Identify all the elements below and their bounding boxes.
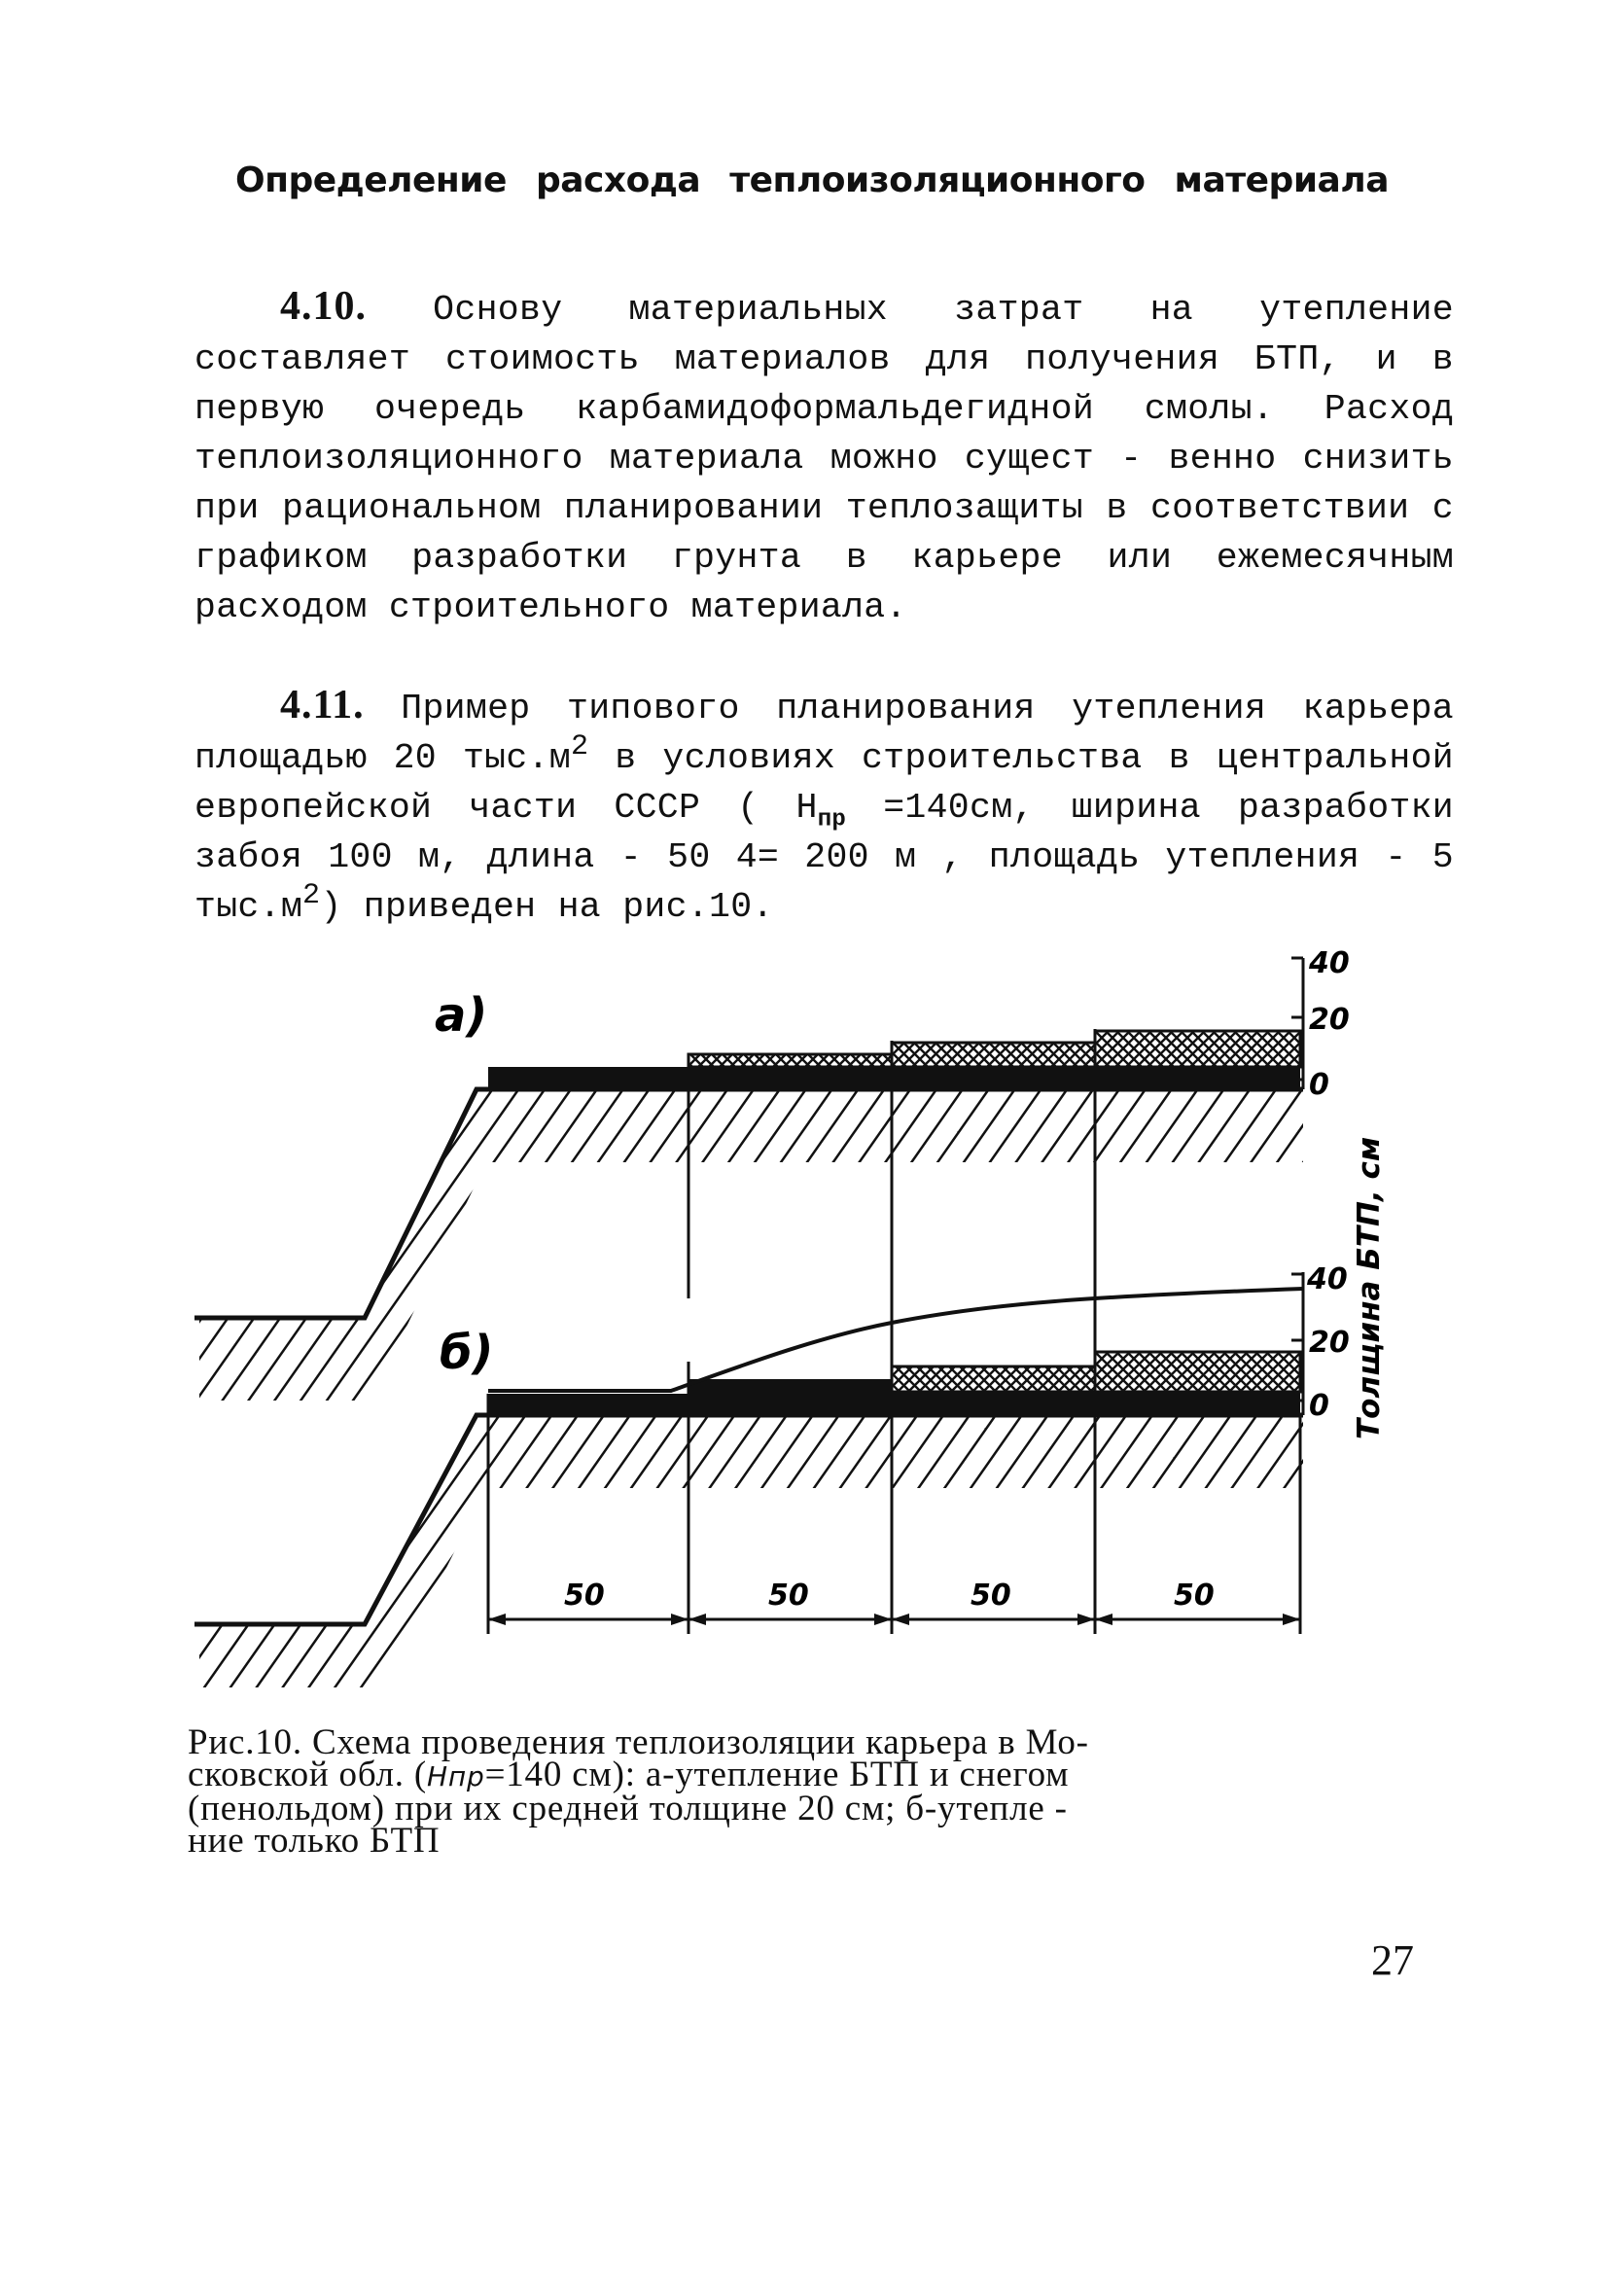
btp-dense-b3	[892, 1366, 1095, 1392]
ground-hatch-b	[199, 1415, 1303, 1687]
snow-layer-a4	[1095, 1031, 1300, 1067]
btp-layer-a1	[488, 1067, 688, 1089]
btp-dense-b4	[1095, 1352, 1300, 1392]
insulation-layers-b	[488, 1352, 1300, 1415]
axis-title: Толщина БТП, см	[1352, 1136, 1387, 1439]
panel-b-label: б)	[440, 1326, 494, 1380]
caption-line-1: Рис.10. Схема проведения теплоизоляции карьера в Мо-	[188, 1722, 1089, 1762]
snow-layer-a2	[688, 1054, 892, 1067]
btp-layer-b1	[488, 1394, 688, 1415]
segment-length-3: 50	[971, 1579, 1011, 1613]
axis-a-tick-20: 20	[1309, 1003, 1350, 1037]
caption-h-symbol: Нпр	[427, 1760, 485, 1792]
insulation-layers-a	[488, 1031, 1300, 1089]
axis-a-tick-40: 40	[1309, 946, 1350, 980]
paragraph-text: Основу материальных затрат на утепление составляет стоимость материалов для получения БТП, и в первую очередь карбамидоформальдегидной смолы. Расход теплоизоляционного материала можно сущест - венно снизить при рациональном планировании теплозащиты в соответствии с графиком разработки грунта в карьере или ежемесячным расходом строительного материала.	[194, 290, 1454, 627]
snow-layer-a3	[892, 1043, 1095, 1067]
paragraph-number: 4.10.	[280, 284, 367, 329]
page-number: 27	[1371, 1936, 1414, 1984]
btp-layer-a4	[1095, 1066, 1300, 1089]
page-heading: Определение расхода теплоизоляционного материала	[235, 160, 1389, 200]
superscript: 2	[302, 879, 321, 912]
panel-a-label: а)	[435, 988, 488, 1043]
caption-line-3: (пенольдом) при их средней толщине 20 см; б-утепле -	[188, 1789, 1068, 1828]
paragraph-text-d: ) приведен на рис.10.	[320, 887, 774, 927]
superscript: 2	[570, 730, 589, 763]
btp-layer-a3	[892, 1066, 1095, 1089]
segment-length-1: 50	[564, 1579, 605, 1613]
btp-layer-b4	[1095, 1391, 1300, 1415]
axis-b-tick-40: 40	[1307, 1262, 1348, 1296]
figure-caption	[188, 1722, 1452, 1861]
caption-line-2: сковской обл. (Нпр=140 см): а-утепление БТП и снегом	[188, 1755, 1070, 1794]
paragraph-text-b: в условиях строительства в центральной европейской части СССР ( Н	[194, 738, 1454, 828]
subscript: пр	[817, 806, 847, 834]
paragraph-text-a: Пример типового планирования утепления карьера площадью 20 тыс.м	[194, 689, 1454, 778]
btp-layer-b3	[892, 1391, 1095, 1415]
btp-layer-b2	[688, 1379, 892, 1415]
axis-a-tick-0: 0	[1309, 1068, 1329, 1102]
paragraph-number: 4.11.	[280, 683, 365, 727]
segment-length-2: 50	[768, 1579, 809, 1613]
axis-b-tick-20: 20	[1309, 1326, 1350, 1360]
caption-line-4: ние только БТП	[188, 1821, 441, 1861]
segment-length-4: 50	[1174, 1579, 1215, 1613]
axis-b-tick-0: 0	[1309, 1389, 1329, 1423]
panel-a	[194, 946, 1350, 1401]
paragraph-text-c: =140см, ширина разработки забоя 100 м, длина - 50 4= 200 м , площадь утепления - 5 тыс.м	[194, 788, 1455, 927]
btp-layer-a2	[688, 1066, 892, 1089]
